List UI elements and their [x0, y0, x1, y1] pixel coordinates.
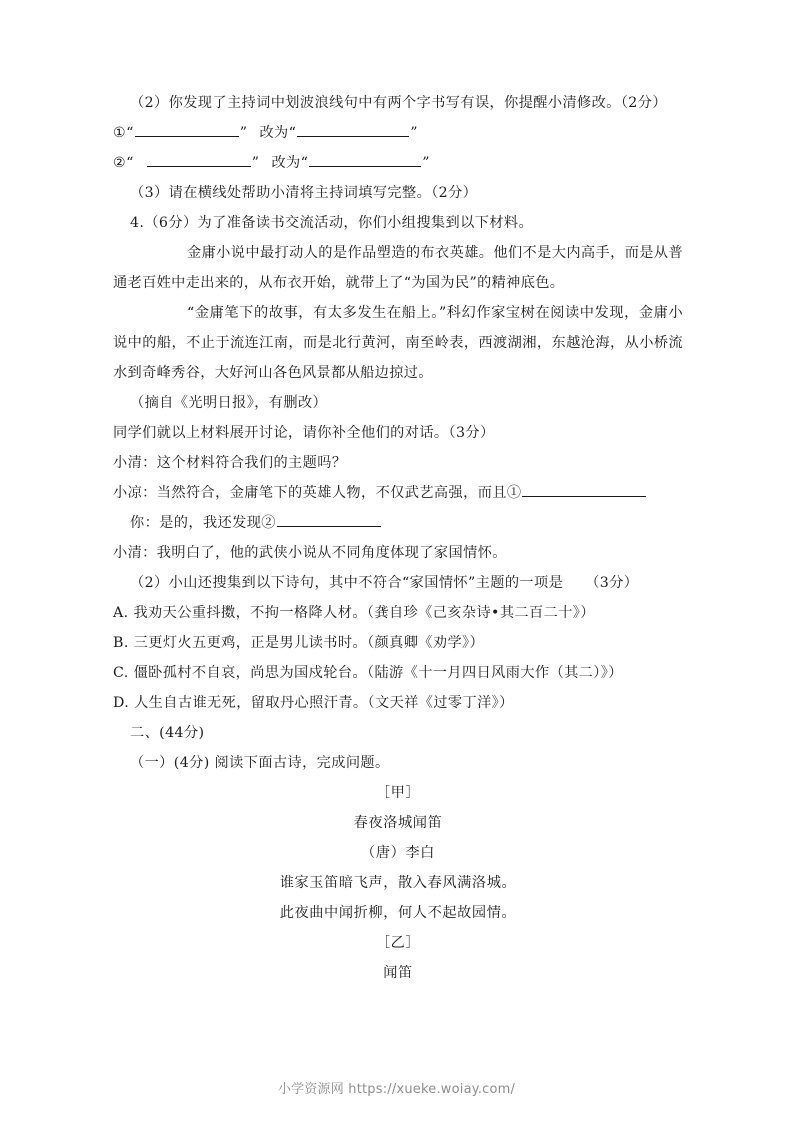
dialogue-line-you-text: 你：是的，我还发现②	[130, 515, 276, 531]
change-to-label-1: 改为	[259, 125, 289, 141]
poem-a-verse-1: 谁家玉笛暗飞声，散入春风满洛城。	[279, 875, 517, 891]
question-2-prompt: （2）你发现了主持词中划波浪线句中有两个字书写有误，你提醒小清修改。（2分）	[130, 95, 667, 111]
site-watermark: 小学资源网 https://xueke.woiay.com/	[277, 1082, 516, 1097]
change-to-label-2: 改为	[271, 155, 301, 171]
section-two-subheading: （一）(4分) 阅读下面古诗，完成问题。	[130, 755, 390, 771]
dialogue-line-xiaoqing-1: 小清：这个材料符合我们的主题吗？	[113, 455, 347, 471]
answer-blank-2b[interactable]	[309, 151, 421, 167]
question-3-prompt: （3）请在横线处帮助小清将主持词填写完整。（2分）	[130, 185, 478, 201]
dialogue-line-you	[113, 508, 683, 538]
material-source-note: （摘自《光明日报》，有删改）	[130, 395, 328, 411]
material-paragraph-1: 金庸小说中最打动人的是作品塑造的布衣英雄。他们不是大内高手，而是从普通老百姓中走出来的，从布衣开始，就带上了“为国为民”的精神底色。	[113, 245, 683, 291]
question-2-item-1	[113, 118, 683, 148]
poem-a-verse-2: 此夜曲中闻折柳，何人不起故园情。	[279, 905, 517, 921]
dialogue-answer-blank-1[interactable]	[522, 481, 646, 497]
quote-close-2a: ”	[251, 155, 260, 171]
dialogue-line-xiaoliang	[113, 478, 683, 508]
quote-close-1a: ”	[239, 125, 248, 141]
quote-open-2b: “	[300, 155, 309, 171]
dialogue-line-xiaoqing-2: 小清：我明白了，他的武侠小说从不同角度体现了家国情怀。	[113, 545, 507, 561]
item-1-marker: ①	[113, 125, 127, 141]
poem-a-title: 春夜洛城闻笛	[353, 815, 443, 831]
poem-a-label: ［甲］	[375, 785, 421, 801]
quote-open-1b: “	[288, 125, 297, 141]
choice-option-d[interactable]: D. 人生自古谁无死，留取丹心照汗青。（文天祥《过零丁洋》）	[113, 695, 514, 711]
quote-open-1a: “	[126, 125, 134, 141]
choice-option-a[interactable]: A. 我劝天公重抖擞，不拘一格降人材。（龚自珍《己亥杂诗•其二百二十》）	[113, 605, 595, 621]
dialogue-line-xiaoliang-text: 小凉：当然符合，金庸笔下的英雄人物，不仅武艺高强，而且①	[113, 485, 522, 501]
dialogue-prompt: 同学们就以上材料展开讨论，请你补全他们的对话。（3分）	[113, 425, 495, 441]
answer-blank-2a[interactable]	[147, 151, 251, 167]
quote-open-2a: “	[126, 155, 134, 171]
choice-option-b[interactable]: B. 三更灯火五更鸡，正是男儿读书时。（颜真卿《劝学》）	[113, 635, 485, 651]
choice-question-score: （3分）	[585, 575, 639, 591]
material-paragraph-2: “金庸笔下的故事，有太多发生在船上。”科幻作家宝树在阅读中发现，金庸小说中的船，不止于流连江南，而是北行黄河，南至岭表，西渡湖湘，东越沧海，从小桥流水到奇峰秀谷，大好河山各色风景都从船边掠过。	[113, 305, 683, 381]
dialogue-answer-blank-2[interactable]	[277, 511, 381, 527]
choice-question-text: （2）小山还搜集到以下诗句，其中不符合“家国情怀”主题的一项是	[130, 575, 564, 591]
choice-option-c[interactable]: C. 僵卧孤村不自哀，尚思为国戍轮台。（陆游《十一月四日风雨大作（其二）》）	[113, 665, 623, 681]
page-content	[113, 88, 683, 988]
question-4-prompt: 4.（6分）为了准备读书交流活动，你们小组搜集到以下材料。	[130, 215, 534, 231]
poem-b-label: ［乙］	[375, 935, 421, 951]
poem-b-title: 闻笛	[383, 965, 413, 981]
answer-blank-1a[interactable]	[135, 121, 239, 137]
quote-close-2b: ”	[422, 155, 430, 171]
item-2-marker: ②	[113, 155, 127, 171]
answer-blank-1b[interactable]	[297, 121, 409, 137]
quote-close-1b: ”	[410, 125, 418, 141]
choice-question-prompt	[113, 568, 683, 598]
question-2-item-2	[113, 148, 683, 178]
section-two-heading: 二、(44分)	[130, 725, 205, 741]
poem-a-author: （唐）李白	[361, 845, 435, 861]
